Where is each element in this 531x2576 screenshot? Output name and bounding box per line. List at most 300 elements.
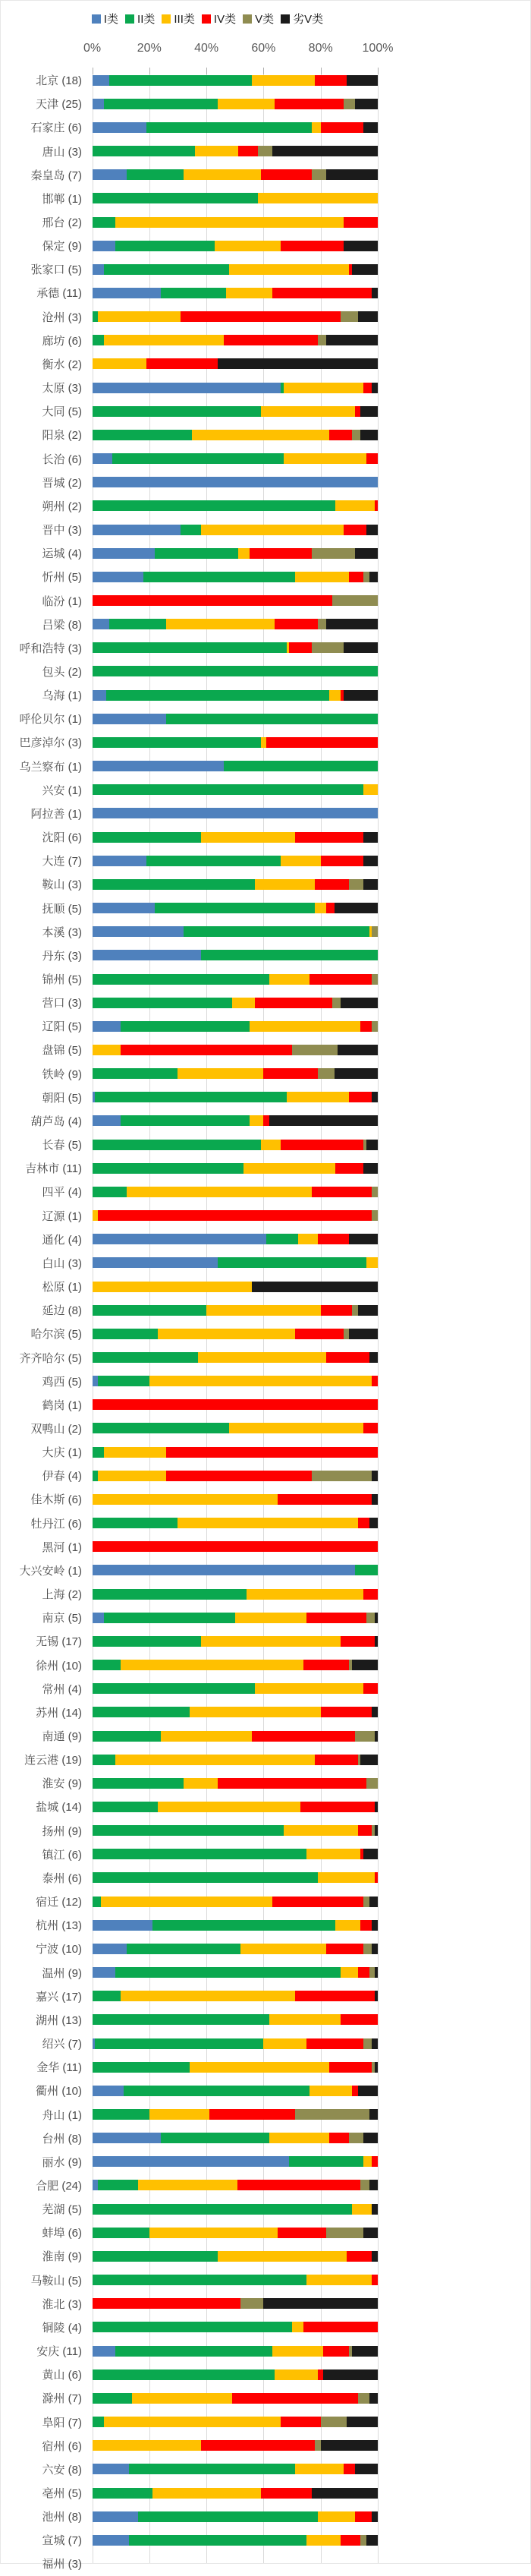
bar-segment-III类 (201, 832, 295, 843)
row-label: 吕梁 (8) (42, 618, 82, 632)
bar-segment-III类 (250, 1021, 361, 1032)
table-row (1, 1512, 378, 1535)
table-row (1, 1322, 378, 1345)
bar-segment-III类 (184, 1778, 218, 1789)
stacked-bar (93, 122, 379, 133)
bar-segment-III类 (298, 1234, 318, 1244)
bar-segment-劣V类 (363, 856, 378, 866)
bar-segment-劣V类 (338, 1045, 378, 1055)
table-row (1, 2174, 378, 2197)
table-row (1, 707, 378, 730)
stacked-bar (93, 2062, 379, 2073)
row-label: 温州 (9) (42, 1966, 82, 1980)
row-label: 邯郸 (1) (42, 192, 82, 206)
bar-segment-II类 (106, 690, 329, 701)
bar-segment-III类 (215, 241, 281, 251)
bar-segment-劣V类 (326, 619, 378, 629)
bar-segment-IV类 (93, 1399, 379, 1410)
row-label: 巴彦淖尔 (3) (19, 736, 82, 750)
row-label: 盐城 (14) (36, 1801, 82, 1815)
bar-segment-劣V类 (372, 2511, 378, 2522)
x-axis (1, 42, 530, 58)
stacked-bar (93, 1849, 379, 1859)
bar-segment-IV类 (363, 1423, 378, 1433)
row-label: 衢州 (10) (36, 2085, 82, 2098)
bar-segment-IV类 (375, 500, 378, 511)
bar-segment-IV类 (318, 2369, 324, 2380)
bar-segment-劣V类 (366, 2535, 378, 2546)
stacked-bar (93, 430, 379, 440)
bar-segment-IV类 (347, 2251, 372, 2262)
bar-segment-III类 (201, 1636, 341, 1647)
bar-segment-劣V类 (360, 406, 378, 417)
stacked-bar (93, 1613, 379, 1623)
table-row (1, 1393, 378, 1417)
stacked-bar (93, 1731, 379, 1742)
bar-segment-III类 (190, 2062, 329, 2073)
legend-label: IV类 (213, 13, 237, 26)
bar-segment-IV类 (321, 1305, 352, 1316)
row-label: 吉林市 (11) (25, 1162, 82, 1176)
bar-segment-I类 (93, 1021, 121, 1032)
stacked-bar (93, 383, 379, 393)
stacked-bar (93, 1825, 379, 1836)
row-label: 绍兴 (7) (42, 2038, 82, 2051)
bar-segment-III类 (115, 1755, 316, 1765)
bar-segment-II类 (201, 950, 378, 960)
table-row (1, 1251, 378, 1275)
table-row (1, 163, 378, 187)
bar-segment-劣V类 (375, 1636, 378, 1647)
bar-segment-IV类 (315, 879, 349, 890)
bar-segment-III类 (149, 1376, 372, 1386)
bar-segment-I类 (93, 1613, 104, 1623)
table-row (1, 1417, 378, 1440)
stacked-bar (93, 406, 379, 417)
bar-segment-III类 (275, 2369, 317, 2380)
bar-segment-V类 (369, 1967, 375, 1978)
bar-segment-劣V类 (375, 1613, 378, 1623)
bar-segment-劣V类 (363, 832, 378, 843)
bar-segment-I类 (93, 619, 110, 629)
bar-segment-III类 (269, 2133, 329, 2143)
bar-segment-III类 (229, 264, 349, 275)
table-row (1, 2244, 378, 2268)
bar-segment-II类 (152, 1920, 335, 1931)
bar-segment-I类 (93, 453, 112, 464)
bar-segment-II类 (129, 2464, 294, 2474)
stacked-bar (93, 1660, 379, 1670)
bar-segment-V类 (292, 1045, 338, 1055)
bar-segment-III类 (284, 383, 363, 393)
row-label: 抚顺 (5) (42, 902, 82, 916)
bar-segment-III类 (93, 358, 147, 369)
bar-segment-I类 (93, 1565, 355, 1575)
bar-segment-I类 (93, 99, 104, 109)
row-label: 衡水 (2) (42, 358, 82, 371)
table-row (1, 1370, 378, 1393)
bar-segment-劣V类 (369, 1352, 378, 1363)
stacked-bar (93, 1115, 379, 1126)
bar-segment-III类 (104, 1447, 167, 1458)
bar-segment-IV类 (272, 1897, 363, 1907)
table-row (1, 588, 378, 612)
row-label: 唐山 (3) (42, 145, 82, 159)
bar-segment-IV类 (237, 2180, 360, 2190)
bar-segment-III类 (166, 619, 275, 629)
bar-segment-III类 (138, 2180, 238, 2190)
bar-segment-III类 (306, 2275, 372, 2285)
bar-segment-II类 (93, 879, 256, 890)
bar-segment-I类 (93, 2535, 130, 2546)
bar-segment-III类 (226, 288, 272, 298)
bar-segment-II类 (109, 75, 252, 86)
x-axis-tick-label: 80% (308, 42, 333, 55)
row-label: 扬州 (9) (42, 1824, 82, 1838)
row-label: 延边 (8) (42, 1304, 82, 1318)
bar-segment-V类 (318, 619, 326, 629)
bar-segment-V类 (326, 2228, 363, 2238)
bar-segment-IV类 (263, 1115, 269, 1126)
bar-segment-III类 (315, 903, 326, 913)
row-label: 营口 (3) (42, 997, 82, 1011)
row-label: 呼和浩特 (3) (19, 642, 82, 655)
bar-segment-I类 (93, 926, 184, 937)
row-label: 长春 (5) (42, 1139, 82, 1152)
row-label: 辽阳 (5) (42, 1020, 82, 1034)
bar-segment-III类 (104, 335, 224, 345)
bar-segment-III类 (250, 1115, 264, 1126)
table-row (1, 1606, 378, 1629)
bar-segment-IV类 (278, 1494, 372, 1505)
bar-segment-V类 (366, 1613, 375, 1623)
bar-segment-II类 (93, 1140, 261, 1150)
bar-segment-II类 (115, 241, 215, 251)
table-row (1, 115, 378, 139)
stacked-bar (93, 1234, 379, 1244)
row-label: 锦州 (5) (42, 973, 82, 987)
bar-segment-V类 (349, 879, 363, 890)
bar-segment-劣V类 (347, 75, 378, 86)
stacked-bar (93, 500, 379, 511)
bar-segment-劣V类 (363, 2133, 378, 2143)
bar-segment-III类 (258, 193, 378, 203)
row-label: 无锡 (17) (36, 1635, 82, 1649)
table-row (1, 1228, 378, 1251)
bar-segment-II类 (93, 642, 287, 653)
table-row (1, 2410, 378, 2433)
bar-segment-II类 (224, 761, 378, 771)
legend-swatch-icon (202, 14, 211, 24)
stacked-bar (93, 1755, 379, 1765)
bar-segment-IV类 (312, 1187, 372, 1197)
bar-segment-III类 (149, 2228, 278, 2238)
table-row (1, 1629, 378, 1653)
stacked-bar (93, 1305, 379, 1316)
bar-segment-V类 (360, 2535, 366, 2546)
row-label: 大同 (5) (42, 405, 82, 419)
bar-segment-III类 (98, 1471, 166, 1481)
bar-segment-II类 (93, 1352, 198, 1363)
bar-segment-劣V类 (358, 2086, 378, 2096)
row-label: 湖州 (13) (36, 2013, 82, 2027)
stacked-bar (93, 1399, 379, 1410)
table-row (1, 1156, 378, 1180)
bar-segment-II类 (93, 1707, 190, 1717)
stacked-bar (93, 1872, 379, 1883)
bar-segment-IV类 (363, 383, 372, 393)
x-axis-tick-label: 0% (83, 42, 102, 55)
legend-swatch-icon (243, 14, 252, 24)
bar-segment-IV类 (358, 1967, 369, 1978)
bar-segment-III类 (341, 1967, 358, 1978)
bar-segment-IV类 (329, 430, 352, 440)
bar-segment-劣V类 (372, 1471, 378, 1481)
bar-segment-劣V类 (358, 1305, 378, 1316)
row-label: 伊春 (4) (42, 1470, 82, 1483)
table-row (1, 210, 378, 234)
bar-segment-IV类 (275, 619, 317, 629)
row-label: 南京 (5) (42, 1612, 82, 1625)
bar-segment-II类 (93, 217, 115, 228)
bar-segment-II类 (93, 1991, 121, 2001)
stacked-bar (93, 1897, 379, 1907)
bar-segment-III类 (98, 311, 181, 322)
bar-segment-II类 (93, 1636, 201, 1647)
bar-segment-I类 (93, 169, 127, 180)
table-row (1, 1464, 378, 1487)
bar-segment-IV类 (363, 1683, 378, 1694)
bar-segment-II类 (93, 1802, 159, 1812)
row-label: 阳泉 (2) (42, 429, 82, 443)
stacked-bar (93, 1518, 379, 1528)
table-row (1, 849, 378, 872)
bar-segment-II类 (184, 926, 369, 937)
table-row (1, 494, 378, 518)
bar-segment-IV类 (261, 2488, 313, 2499)
table-row (1, 1677, 378, 1701)
bar-segment-IV类 (321, 122, 363, 133)
stacked-bar (93, 1352, 379, 1363)
bar-segment-V类 (240, 2298, 263, 2309)
stacked-bar (93, 1163, 379, 1174)
row-label: 天津 (25) (36, 98, 82, 112)
bar-segment-II类 (95, 2038, 263, 2049)
table-row (1, 352, 378, 376)
table-row (1, 1985, 378, 2008)
row-label: 通化 (4) (42, 1233, 82, 1247)
bar-segment-IV类 (201, 2440, 316, 2451)
table-row (1, 329, 378, 352)
bar-segment-II类 (93, 2322, 293, 2332)
bar-segment-II类 (93, 2062, 190, 2073)
stacked-bar (93, 1187, 379, 1197)
bar-segment-IV类 (355, 2511, 372, 2522)
table-row (1, 2458, 378, 2481)
stacked-bar (93, 2511, 379, 2522)
bar-segment-III类 (184, 169, 261, 180)
bar-segment-II类 (93, 2014, 269, 2025)
table-row (1, 755, 378, 778)
table-row (1, 2102, 378, 2126)
row-label: 宁波 (10) (36, 1943, 82, 1956)
row-label: 鞍山 (3) (42, 878, 82, 892)
row-label: 大连 (7) (42, 855, 82, 869)
stacked-bar (93, 2298, 379, 2309)
bar-segment-IV类 (309, 974, 372, 985)
bar-segment-III类 (195, 146, 237, 156)
bar-segment-III类 (201, 525, 344, 535)
bar-segment-III类 (287, 1092, 350, 1102)
row-label: 邢台 (2) (42, 216, 82, 230)
stacked-bar (93, 75, 379, 86)
stacked-bar (93, 2393, 379, 2404)
bar-segment-IV类 (372, 2156, 378, 2167)
row-label: 淮安 (9) (42, 1777, 82, 1791)
row-label: 六安 (8) (42, 2463, 82, 2477)
stacked-bar (93, 193, 379, 203)
row-label: 杭州 (13) (36, 1919, 82, 1933)
bar-segment-劣V类 (335, 903, 377, 913)
bar-segment-劣V类 (335, 1068, 377, 1079)
bar-segment-劣V类 (375, 1731, 378, 1742)
bar-segment-I类 (93, 714, 167, 724)
bar-segment-IV类 (289, 642, 312, 653)
bar-segment-IV类 (372, 1376, 378, 1386)
bar-segment-V类 (352, 1305, 358, 1316)
bar-segment-IV类 (255, 998, 332, 1008)
bar-segment-II类 (93, 2417, 104, 2427)
row-label: 福州 (3) (42, 2558, 82, 2571)
table-row (1, 1535, 378, 1559)
legend-item (125, 11, 155, 27)
bar-segment-II类 (127, 169, 184, 180)
bar-segment-IV类 (303, 1660, 349, 1670)
stacked-bar (93, 146, 379, 156)
bar-segment-IV类 (372, 2275, 378, 2285)
stacked-bar (93, 2369, 379, 2380)
bar-segment-II类 (93, 2393, 133, 2404)
bar-segment-V类 (344, 99, 355, 109)
row-label: 鸡西 (5) (42, 1375, 82, 1389)
table-row (1, 471, 378, 494)
stacked-bar (93, 2014, 379, 2025)
x-axis-tick-label: 40% (194, 42, 219, 55)
bar-segment-劣V类 (372, 1707, 378, 1717)
bar-segment-II类 (155, 903, 315, 913)
table-row (1, 636, 378, 660)
table-row (1, 2127, 378, 2150)
bar-segment-III类 (261, 1140, 281, 1150)
bar-segment-III类 (93, 1494, 278, 1505)
bar-segment-劣V类 (360, 430, 378, 440)
bar-segment-III类 (318, 1872, 375, 1883)
row-label: 呼伦贝尔 (1) (19, 713, 82, 727)
bar-segment-I类 (93, 1967, 115, 1978)
bar-segment-III类 (352, 2204, 372, 2215)
bar-segment-III类 (247, 1589, 363, 1600)
row-label: 铁岭 (9) (42, 1067, 82, 1081)
row-label: 滁州 (7) (42, 2392, 82, 2406)
bar-segment-劣V类 (372, 2204, 378, 2215)
rows (1, 68, 378, 2576)
bar-segment-劣V类 (375, 1991, 378, 2001)
bar-segment-劣V类 (366, 525, 378, 535)
stacked-bar (93, 761, 379, 771)
row-label: 辽源 (1) (42, 1209, 82, 1223)
bar-segment-IV类 (358, 1518, 369, 1528)
table-row (1, 683, 378, 707)
table-row (1, 1062, 378, 1086)
stacked-bar (93, 548, 379, 559)
bar-segment-IV类 (326, 903, 335, 913)
bar-segment-I类 (93, 1257, 218, 1268)
bar-segment-II类 (146, 856, 281, 866)
bar-segment-III类 (178, 1068, 263, 1079)
bar-segment-II类 (93, 666, 379, 676)
legend-label: 劣V类 (293, 13, 324, 26)
row-label: 阜阳 (7) (42, 2416, 82, 2429)
bar-segment-II类 (93, 832, 201, 843)
bar-segment-V类 (341, 311, 358, 322)
bar-segment-II类 (95, 1092, 286, 1102)
row-label: 运城 (4) (42, 547, 82, 561)
table-row (1, 1724, 378, 1748)
bar-segment-I类 (93, 2464, 130, 2474)
bar-segment-劣V类 (326, 169, 378, 180)
stacked-bar (93, 974, 379, 985)
bar-segment-IV类 (360, 1920, 372, 1931)
table-row (1, 1913, 378, 1937)
bar-segment-劣V类 (358, 311, 378, 322)
bar-segment-V类 (312, 1471, 372, 1481)
bar-segment-IV类 (366, 453, 378, 464)
bar-segment-II类 (98, 1376, 149, 1386)
bar-segment-III类 (93, 2440, 201, 2451)
bar-segment-I类 (93, 2133, 161, 2143)
stacked-bar (93, 2346, 379, 2357)
bar-segment-I类 (93, 241, 115, 251)
table-row (1, 2363, 378, 2386)
bar-segment-V类 (355, 1731, 375, 1742)
bar-segment-II类 (266, 1234, 297, 1244)
table-row (1, 1866, 378, 1890)
bar-segment-IV类 (363, 1589, 378, 1600)
legend-label: V类 (255, 13, 275, 26)
stacked-bar (93, 2204, 379, 2215)
bar-segment-I类 (93, 1234, 267, 1244)
bar-segment-III类 (284, 453, 366, 464)
bar-segment-III类 (335, 1920, 361, 1931)
bar-segment-V类 (332, 998, 341, 1008)
stacked-bar (93, 2275, 379, 2285)
bar-segment-V类 (344, 1329, 350, 1339)
row-label: 丽水 (9) (42, 2155, 82, 2169)
row-label: 合肥 (24) (36, 2179, 82, 2193)
bar-segment-III类 (190, 1707, 321, 1717)
stacked-bar (93, 1802, 379, 1812)
bar-segment-V类 (332, 595, 378, 606)
bar-segment-IV类 (281, 2417, 321, 2427)
stacked-bar (93, 1944, 379, 1954)
bar-segment-IV类 (278, 2228, 326, 2238)
bar-segment-V类 (372, 974, 378, 985)
bar-segment-IV类 (329, 2062, 372, 2073)
table-row (1, 1582, 378, 1606)
row-label: 晋中 (3) (42, 524, 82, 538)
bar-segment-劣V类 (375, 1967, 378, 1978)
bar-segment-II类 (129, 2535, 306, 2546)
